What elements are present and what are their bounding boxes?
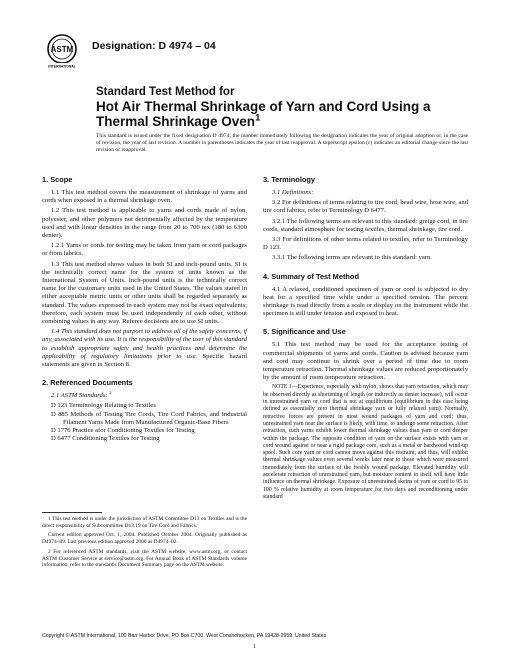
left-column: [42, 175, 247, 443]
summary-4-1: 4.1 A relaxed, conditioned specimen of yarn or cord is subjected to dry heat for a specified time while under a specified tension. The percent shrinkage is read directly from a scale or display on the instrument while the specimen is still under tension and exposed to heat.: [263, 285, 468, 318]
title-line-2: Hot Air Thermal Shrinkage of Yarn and Cord Using a: [96, 99, 431, 114]
term-3-3-1: 3.3.1 The following terms are relevant to this standard: yarn.: [272, 254, 432, 262]
scope-1-2-1: 1.2.1 Yarns or cords for testing may be taken from yarn or cord packages or from fabrics.: [42, 242, 247, 258]
footnote-divider: [42, 512, 102, 513]
reference-item: D 885 Methods of Testing Tire Cords, Tire Cord Fabrics, and Industrial Filament Yarns Made from Manufactured Organic-Base Fibers: [51, 410, 247, 426]
title-line-3: Thermal Shrinkage Oven$^1$: [96, 112, 261, 129]
svg-text:ASTM: ASTM: [50, 45, 74, 54]
reference-item: D 123 Terminology Relating to Textiles: [51, 402, 156, 410]
astm-logo: [44, 33, 80, 69]
significance-5-1: 5.1 This test method may be used for the acceptance testing of commercial shipments of yarns and cords. Caution is advised because yarn and cord may continue to shrink over a period of time due to room temperature retraction. Thermal shrinkage values are reduced proportionately by the amount of room temperature retraction.: [263, 341, 468, 382]
section-terminology-heading: 3. Terminology: [263, 175, 316, 184]
term-3-1: 3.1 Definitions:: [272, 189, 314, 196]
standard-notice: This standard is issued under the fixed designation D 4974; the number immediately following the designation indicates the year of original adoption or, in the case of revision, the year of last revision. A number in parentheses indicates the year of last reapproval. A superscript epsilon (ε) indicates an editorial change since the last revision or reapproval.: [96, 133, 468, 154]
document-title: [96, 86, 446, 129]
footnote-1: 1 This test method is under the jurisdiction of ASTM Committee D13 on Textiles and is the direct responsibility of Subcommittee D13.19 on Tire Cord and Fabrics.: [42, 516, 247, 529]
section-summary-heading: 4. Summary of Test Method: [263, 271, 359, 281]
scope-1-3: 1.3 This test method shows values in both SI and inch-pound units. SI is the technically correct name for the system of units known as the International System of Units. Inch-pound units is the technically correct name for the customary units used in the United States. The values stated in either acceptable metric units or other units shall be regarded separately as standard. The values expressed in each system may not be exact equivalents; therefore, each system must be used independently of each other, without combining values in any way. Referee decisions are to use SI units.: [42, 260, 247, 326]
footnote-2: 2 For referenced ASTM standards, visit the ASTM website, www.astm.org, or contact ASTM Customer Service at service@astm.org. For Annual Book of ASTM Standards volume information, refer to the standard's Document Summary page on the ASTM website.: [42, 548, 247, 569]
section-significance-heading: 5. Significance and Use: [263, 327, 346, 337]
reference-item: D 6477 Conditioning Textiles for Testing: [51, 435, 160, 443]
title-line-1: Standard Test Method for: [96, 86, 235, 98]
footnotes: [42, 516, 247, 572]
designation: Designation: D 4974 – 04: [92, 40, 216, 52]
right-column: [263, 175, 468, 503]
reference-item: D 1776 Practice afor Conditioning Textiles for Testing: [51, 427, 195, 435]
scope-1-1: 1.1 This test method covers the measurement of shrinkage of yarns and cords when exposed in a thermal shrinkage oven.: [42, 189, 247, 205]
term-3-2: 3.2 For definitions of terms relating to tire cord, bead wire, hose wire, and tire cord fabrics, refer to Terminology D 6477.: [263, 199, 468, 215]
reference-list: [42, 402, 247, 443]
term-3-3: 3.3 For definitions of other terms related to textiles, refer to Terminology D 123.: [263, 236, 468, 252]
term-3-2-1: 3.2.1 The following terms are relevant to this standard: greige cord, in tire cords, standard atmosphere for testing textiles, thermal shrinkage, tire cord.: [263, 217, 468, 233]
page-number: 1: [253, 644, 256, 650]
scope-1-2: 1.2 This test method is applicable to yarns and cords made of nylon, polyester, and other polymers not detrimentally affected by the temperature used and with linear densities in the range from 20 to 700 tex (180 to 6300 denier).: [42, 207, 247, 240]
footnote-1b: Current edition approved Oct. 1, 2004. Published October 2004. Originally published as D4974–89. Last previous edition approved 2000 as D4974–02.: [42, 532, 247, 546]
copyright-line: Copyright © ASTM International, 100 Barr Harbor Drive, PO Box C700, West Conshohocken, PA 19428-2959, United States.: [42, 633, 328, 639]
svg-text:INTERNATIONAL: INTERNATIONAL: [48, 64, 76, 69]
section-referenced-heading: 2. Referenced Documents: [42, 378, 133, 388]
astm-standards-sub: 2.1 ASTM Standards: $^2$: [51, 390, 112, 400]
note-1: NOTE 1—Experience, especially with nylon, shows that yarn retraction, which may be observed directly as shortening of length (or indirectly as denier increase), will occur in unrestrained yarn or cord that is not at equilibrium (equilibrium in this case being defined as essentially zero thermal shrinkage yarn or fully relaxed yarn). Normally, retractive forces are present in most wound packages of yarn and cord; thus, unrestrained yarn near the surface is likely, with time, to undergo some retraction. After retraction, such yarns exhibit lower thermal shrinkage values than yarn or cord deeper within the package. The opposite condition of yarn on the surface exists with yarn or cord wound against or near a rigid package core, such as a metal or hardwood wind-up spool. Such core yarn or cord cannot move against this restraint, and thus, will exhibit thermal shrinkage values even several weeks later near to those which were measured immediately from the surface of the freshly wound package. Elevated humidity will accelerate retraction of unrestrained yarn, but moisture content in itself will have little influence on thermal shrinkage. Exposure of unrestrained skeins of yarn or cord to 95 to 100 % relative humidity at room temperature for two days and reconditioning under standard: [263, 384, 468, 500]
scope-1-4: 1.4 This standard does not purport to address all of the safety concerns, if any, associated with its use. It is the responsibility of the user of this standard to establish appropriate safety and health practices and determine the applicability of regulatory limitations prior to use. Specific hazard statements are given in Section 8.: [42, 328, 247, 369]
section-scope-heading: 1. Scope: [42, 175, 73, 184]
